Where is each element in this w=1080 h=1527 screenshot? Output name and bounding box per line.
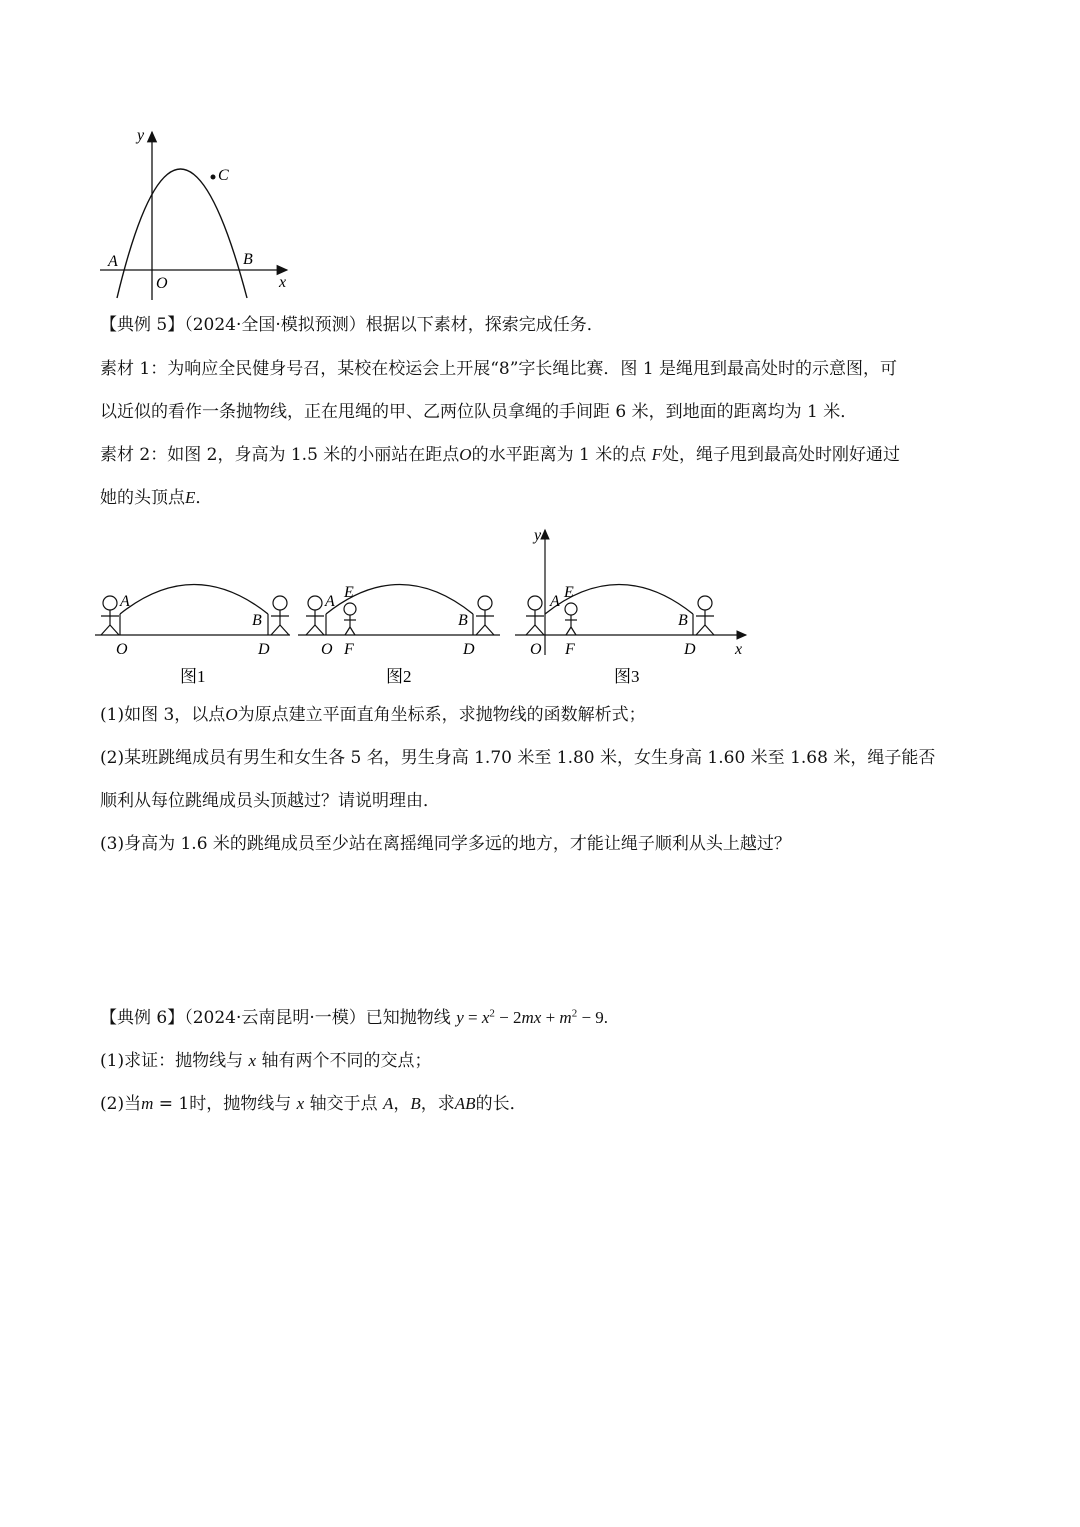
svg-text:B: B (252, 612, 262, 629)
figure-3-caption: 图3 (614, 667, 640, 686)
example6-heading: 【典例 6】（2024·云南昆明·一模）已知抛物线 $y = x^2 - 2mx + m^2 - 9$. (100, 1007, 609, 1028)
ex5-question-2-line2: 顺利从每位跳绳成员头顶越过？请说明理由． (100, 791, 440, 811)
ex5-question-2-line1: (2)某班跳绳成员有男生和女生各 5 名，男生身高 1.70 米至 1.80 米，女生身高 1.60 米至 1.68 米，绳子能否 (100, 748, 936, 768)
figure-1 (95, 585, 290, 687)
formula: $y = x^2 - 2mx + m^2 - 9$. (456, 1007, 609, 1027)
svg-text:E: E (344, 584, 354, 601)
svg-text:A: A (325, 593, 335, 610)
figure-3 (515, 527, 746, 686)
ex6-question-1: (1)求证：抛物线与 x 轴有两个不同的交点； (100, 1051, 432, 1071)
svg-text:E: E (564, 584, 574, 601)
rope-curve (120, 585, 268, 615)
label-c: C (218, 167, 229, 184)
figure-1-caption: 图1 (180, 667, 206, 686)
parabola-curve (117, 169, 247, 298)
svg-text:D: D (463, 641, 475, 658)
figure-2-caption: 图2 (386, 667, 412, 686)
svg-text:y: y (534, 527, 542, 544)
svg-text:F: F (565, 641, 575, 658)
rope-figures (90, 522, 770, 697)
ex5-question-1: (1)如图 3，以点O为原点建立平面直角坐标系，求抛物线的函数解析式； (100, 705, 646, 725)
ex6-question-2: (2)当m = 1时，抛物线与 x 轴交于点 A，B，求AB的长． (100, 1094, 527, 1114)
material2-line2: 她的头顶点E． (100, 488, 213, 508)
y-label: y (137, 127, 145, 144)
material1-line2: 以近似的看作一条抛物线，正在甩绳的甲、乙两位队员拿绳的手间距 6 米，到地面的距离均为 1 米． (100, 402, 858, 422)
svg-text:O: O (116, 641, 128, 658)
material2-line1: 素材 2：如图 2，身高为 1.5 米的小丽站在距点O的水平距离为 1 米的点 F处，绳子甩到最高处时刚好通过 (100, 445, 900, 465)
parabola-graph (95, 120, 305, 305)
ex5-question-3: (3)身高为 1.6 米的跳绳成员至少站在离摇绳同学多远的地方，才能让绳子顺利从头上越过？ (100, 834, 791, 854)
figure-2 (298, 584, 500, 686)
svg-text:O: O (321, 641, 333, 658)
material1-line1: 素材 1：为响应全民健身号召，某校在校运会上开展“8”字长绳比赛．图 1 是绳甩到最高处时的示意图，可 (100, 359, 898, 379)
svg-text:F: F (344, 641, 354, 658)
point-c (211, 175, 216, 180)
x-label: x (279, 274, 287, 291)
svg-text:B: B (678, 612, 688, 629)
svg-text:x: x (735, 641, 743, 658)
svg-text:B: B (458, 612, 468, 629)
origin-label: O (156, 275, 168, 292)
svg-text:D: D (684, 641, 696, 658)
svg-text:A: A (120, 593, 130, 610)
svg-text:A: A (550, 593, 560, 610)
svg-text:D: D (258, 641, 270, 658)
label-b: B (243, 251, 253, 268)
label-a: A (108, 253, 118, 270)
example5-heading: 【典例 5】（2024·全国·模拟预测）根据以下素材，探索完成任务． (100, 315, 604, 335)
svg-text:O: O (530, 641, 542, 658)
